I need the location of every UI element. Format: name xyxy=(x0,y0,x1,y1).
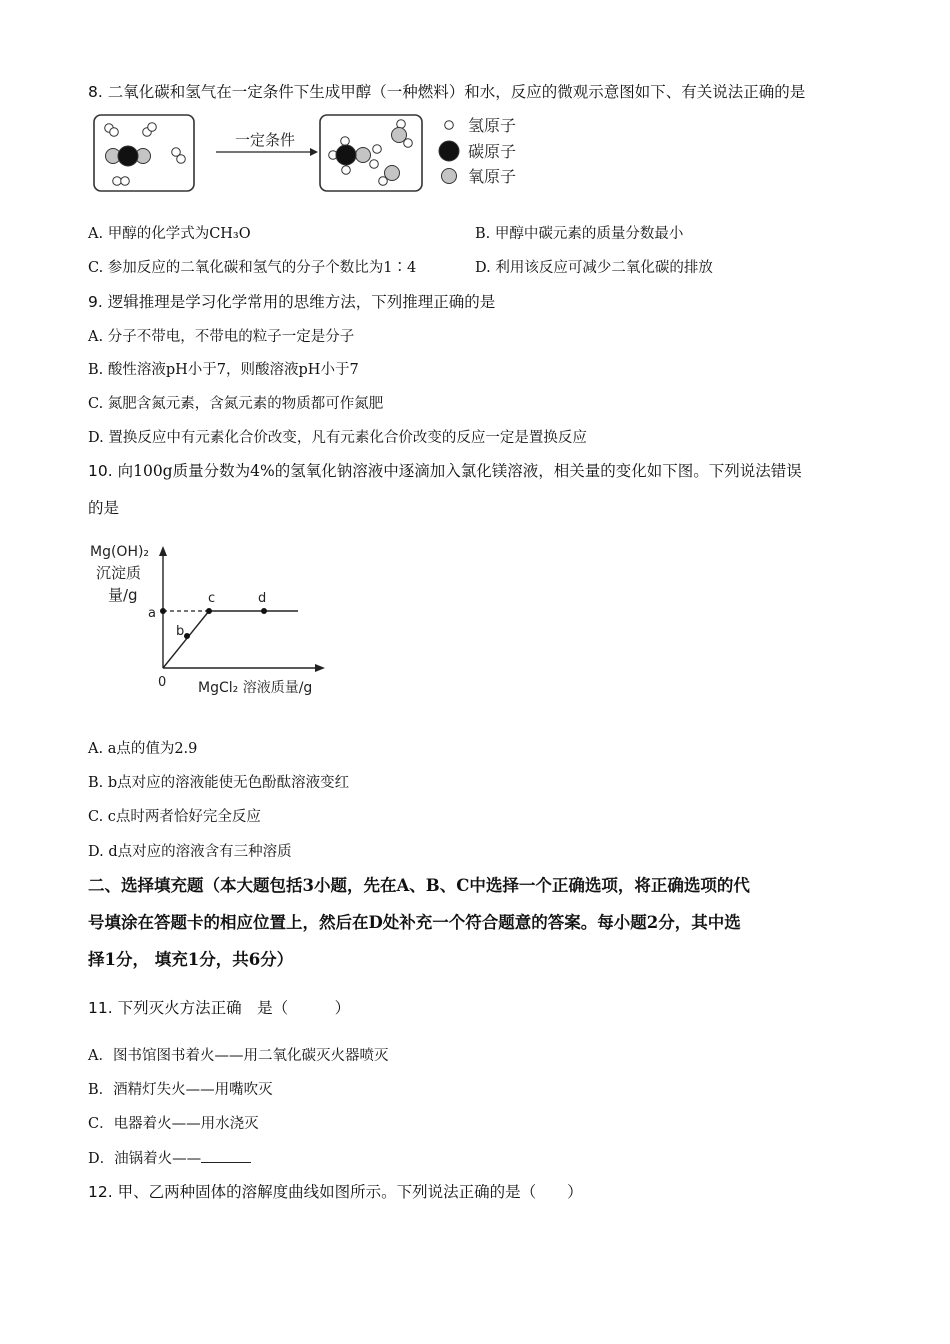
section-2-heading-line-3: 择1分， 填充1分，共6分） xyxy=(88,950,294,969)
x-axis-label: MgCl₂ 溶液质量/g xyxy=(198,680,313,696)
point-d xyxy=(261,608,267,614)
q10-option-c: C. c点时两者恰好完全反应 xyxy=(88,809,261,825)
question-8 xyxy=(88,82,805,102)
arrow-label: 一定条件 xyxy=(235,131,296,149)
y-axis-arrow-icon xyxy=(159,546,167,556)
water-molecule xyxy=(392,120,413,148)
question-12 xyxy=(88,1182,583,1202)
point-d-label: d xyxy=(258,591,267,606)
reaction-micro-diagram xyxy=(92,112,542,196)
q8-option-a: A. 甲醇的化学式为CH₃O xyxy=(88,226,251,242)
q9-option-a: A. 分子不带电，不带电的粒子一定是分子 xyxy=(88,329,355,345)
reaction-arrow-icon xyxy=(310,148,318,156)
question-number: 10. xyxy=(88,462,113,480)
carbon-dioxide-molecule xyxy=(106,146,151,166)
hydrogen-molecule xyxy=(113,177,130,186)
q11-option-b: B．酒精灯失火——用嘴吹灭 xyxy=(88,1082,273,1098)
question-text: 向100g质量分数为4%的氢氧化钠溶液中逐滴加入氯化镁溶液，相关量的变化如下图。下列说法错误 xyxy=(117,462,802,480)
question-number: 9. xyxy=(88,293,103,311)
x-axis-arrow-icon xyxy=(315,664,325,672)
q10-option-a: A. a点的值为2.9 xyxy=(88,741,198,757)
q9-option-d: D. 置换反应中有元素化合价改变，凡有元素化合价改变的反应一定是置换反应 xyxy=(88,430,587,446)
q11-option-a: A．图书馆图书着火——用二氧化碳灭火器喷灭 xyxy=(88,1048,389,1064)
question-text: 下列灭火方法正确 是（ ） xyxy=(117,999,351,1017)
question-text: 逻辑推理是学习化学常用的思维方法，下列推理正确的是 xyxy=(107,293,496,311)
question-10 xyxy=(88,461,802,481)
precipitate-mass-graph xyxy=(86,538,336,700)
question-9 xyxy=(88,292,495,312)
section-2-heading-line-1: 二、选择填充题（本大题包括3小题，先在A、B、C中选择一个正确选项，将正确选项的代 xyxy=(88,876,750,895)
q11-option-d-text: D．油锅着火—— xyxy=(88,1151,202,1167)
hydrogen-atom-legend-icon xyxy=(445,121,454,130)
point-b-label: b xyxy=(176,624,185,639)
legend-carbon: 碳原子 xyxy=(468,142,517,161)
y-axis-label-line-3: 量/g xyxy=(108,586,138,604)
q11-option-d xyxy=(88,1148,251,1169)
carbon-atom-legend-icon xyxy=(439,141,459,161)
origin-label: 0 xyxy=(158,675,167,690)
section-2-heading-line-2: 号填涂在答题卡的相应位置上，然后在D处补充一个符合题意的答案。每小题2分，其中选 xyxy=(88,913,741,932)
question-10-continued: 的是 xyxy=(88,499,120,517)
question-11 xyxy=(88,998,350,1018)
q10-option-d: D. d点对应的溶液含有三种溶质 xyxy=(88,844,292,860)
hydrogen-molecule xyxy=(143,123,157,137)
question-number: 8. xyxy=(88,83,103,101)
q8-option-b: B. 甲醇中碳元素的质量分数最小 xyxy=(475,226,684,242)
hydrogen-molecule xyxy=(172,148,186,164)
oxygen-atom-legend-icon xyxy=(442,169,457,184)
question-text: 二氧化碳和氢气在一定条件下生成甲醇（一种燃料）和水，反应的微观示意图如下、有关说法正确的是 xyxy=(107,83,806,101)
question-number: 11. xyxy=(88,999,113,1017)
point-c-label: c xyxy=(208,591,216,606)
point-b xyxy=(184,633,190,639)
q11-option-c: C．电器着火——用水浇灭 xyxy=(88,1116,259,1132)
q9-option-c: C. 氮肥含氮元素，含氮元素的物质都可作氮肥 xyxy=(88,396,384,412)
q9-option-b: B. 酸性溶液pH小于7，则酸溶液pH小于7 xyxy=(88,362,359,378)
legend-oxygen: 氧原子 xyxy=(468,167,517,186)
hydrogen-molecule xyxy=(105,124,119,137)
y-axis-label-line-2: 沉淀质 xyxy=(96,564,142,582)
y-axis-label-line-1: Mg(OH)₂ xyxy=(90,544,150,560)
point-c xyxy=(206,608,212,614)
point-a-label: a xyxy=(148,606,156,621)
legend-hydrogen: 氢原子 xyxy=(468,116,517,135)
question-text: 甲、乙两种固体的溶解度曲线如图所示。下列说法正确的是（ ） xyxy=(117,1183,583,1201)
q8-option-d: D. 利用该反应可减少二氧化碳的排放 xyxy=(475,260,713,276)
point-a xyxy=(160,608,166,614)
question-number: 12. xyxy=(88,1183,113,1201)
methanol-molecule xyxy=(329,137,379,175)
q8-option-c: C. 参加反应的二氧化碳和氢气的分子个数比为1∶4 xyxy=(88,260,417,276)
q10-option-b: B. b点对应的溶液能使无色酚酞溶液变红 xyxy=(88,775,350,791)
answer-blank[interactable] xyxy=(201,1148,251,1163)
